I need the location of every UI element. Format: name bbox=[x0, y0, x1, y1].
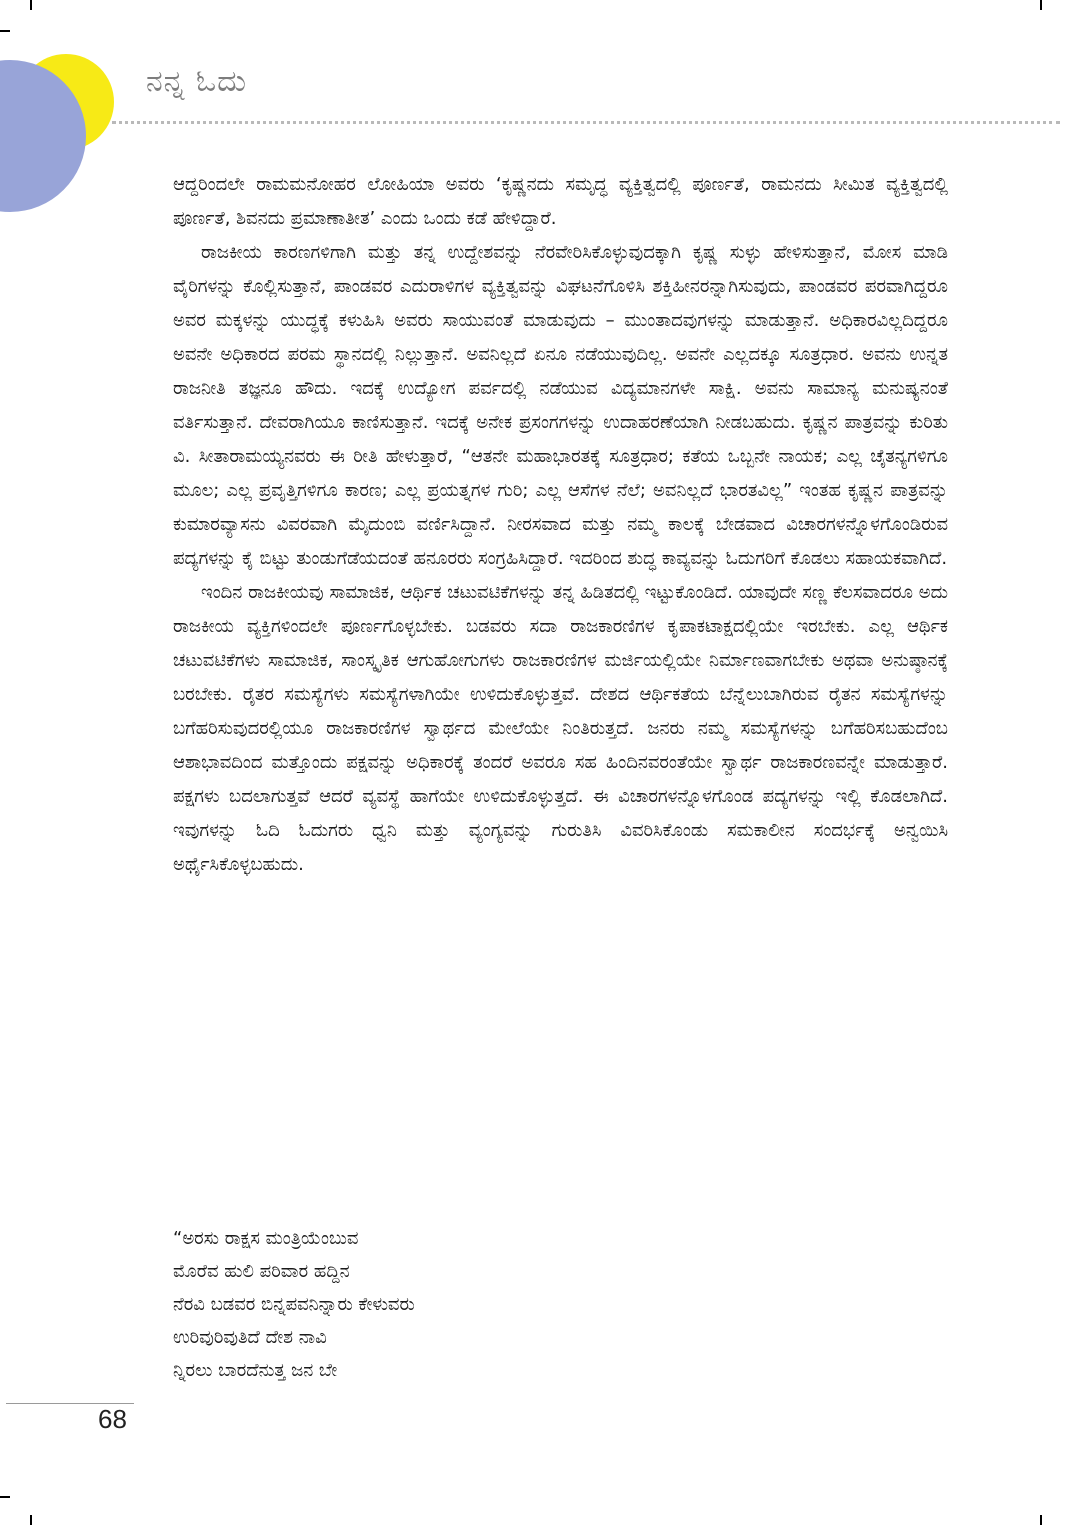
crop-mark-top-right bbox=[1040, 0, 1042, 10]
poem-block bbox=[173, 1222, 948, 1387]
crop-mark-bottom-right bbox=[1040, 1515, 1042, 1525]
paragraph: ಇಂದಿನ ರಾಜಕೀಯವು ಸಾಮಾಜಿಕ, ಆರ್ಥಿಕ ಚಟುವಟಿಕೆಗಳನ್ನು ತನ್ನ ಹಿಡಿತದಲ್ಲಿ ಇಟ್ಟುಕೊಂಡಿದೆ. ಯಾವುದೇ ಸಣ್ಣ ಕೆಲಸವಾದರೂ ಅದು ರಾಜಕೀಯ ವ್ಯಕ್ತಿಗಳಿಂದಲೇ ಪೂರ್ಣಗೊಳ್ಳಬೇಕು. ಬಡವರು ಸದಾ ರಾಜಕಾರಣಿಗಳ ಕೃಪಾಕಟಾಕ್ಷದಲ್ಲಿಯೇ ಇರಬೇಕು. ಎಲ್ಲ ಆರ್ಥಿಕ ಚಟುವಟಿಕೆಗಳು ಸಾಮಾಜಿಕ, ಸಾಂಸ್ಕೃತಿಕ ಆಗುಹೋಗುಗಳು ರಾಜಕಾರಣಿಗಳ ಮರ್ಜಿಯಲ್ಲಿಯೇ ನಿರ್ಮಾಣವಾಗಬೇಕು ಅಥವಾ ಅನುಷ್ಠಾನಕ್ಕೆ ಬರಬೇಕು. ರೈತರ ಸಮಸ್ಯೆಗಳು ಸಮಸ್ಯೆಗಳಾಗಿಯೇ ಉಳಿದುಕೊಳ್ಳುತ್ತವೆ. ದೇಶದ ಆರ್ಥಿಕತೆಯ ಬೆನ್ನೆಲುಬಾಗಿರುವ ರೈತನ ಸಮಸ್ಯೆಗಳನ್ನು ಬಗೆಹರಿಸುವುದರಲ್ಲಿಯೂ ರಾಜಕಾರಣಿಗಳ ಸ್ವಾರ್ಥದ ಮೇಲೆಯೇ ನಿಂತಿರುತ್ತದೆ. ಜನರು ನಮ್ಮ ಸಮಸ್ಯೆಗಳನ್ನು ಬಗೆಹರಿಸಬಹುದೆಂಬ ಆಶಾಭಾವದಿಂದ ಮತ್ತೊಂದು ಪಕ್ಷವನ್ನು ಅಧಿಕಾರಕ್ಕೆ ತಂದರೆ ಅವರೂ ಸಹ ಹಿಂದಿನವರಂತೆಯೇ ಸ್ವಾರ್ಥ ರಾಜಕಾರಣವನ್ನೇ ಮಾಡುತ್ತಾರೆ. ಪಕ್ಷಗಳು ಬದಲಾಗುತ್ತವೆ ಆದರೆ ವ್ಯವಸ್ಥೆ ಹಾಗೆಯೇ ಉಳಿದುಕೊಳ್ಳುತ್ತದೆ. ಈ ವಿಚಾರಗಳನ್ನೊಳಗೊಂಡ ಪದ್ಯಗಳನ್ನು ಇಲ್ಲಿ ಕೊಡಲಾಗಿದೆ. ಇವುಗಳನ್ನು ಓದಿ ಓದುಗರು ಧ್ವನಿ ಮತ್ತು ವ್ಯಂಗ್ಯವನ್ನು ಗುರುತಿಸಿ ವಿವರಿಸಿಕೊಂಡು ಸಮಕಾಲೀನ ಸಂದರ್ಭಕ್ಕೆ ಅನ್ವಯಿಸಿ ಅರ್ಥೈಸಿಕೊಳ್ಳಬಹುದು. bbox=[173, 582, 948, 875]
paragraph: ರಾಜಕೀಯ ಕಾರಣಗಳಿಗಾಗಿ ಮತ್ತು ತನ್ನ ಉದ್ದೇಶವನ್ನು ನೆರವೇರಿಸಿಕೊಳ್ಳುವುದಕ್ಕಾಗಿ ಕೃಷ್ಣ ಸುಳ್ಳು ಹೇಳಿಸುತ್ತಾನೆ, ಮೋಸ ಮಾಡಿ ವೈರಿಗಳನ್ನು ಕೊಲ್ಲಿಸುತ್ತಾನೆ, ಪಾಂಡವರ ಎದುರಾಳಿಗಳ ವ್ಯಕ್ತಿತ್ವವನ್ನು ವಿಘಟನೆಗೊಳಿಸಿ ಶಕ್ತಿಹೀನರನ್ನಾಗಿಸುವುದು, ಪಾಂಡವರ ಪರವಾಗಿದ್ದರೂ ಅವರ ಮಕ್ಕಳನ್ನು ಯುದ್ಧಕ್ಕೆ ಕಳುಹಿಸಿ ಅವರು ಸಾಯುವಂತೆ ಮಾಡುವುದು – ಮುಂತಾದವುಗಳನ್ನು ಮಾಡುತ್ತಾನೆ. ಅಧಿಕಾರವಿಲ್ಲದಿದ್ದರೂ ಅವನೇ ಅಧಿಕಾರದ ಪರಮ ಸ್ಥಾನದಲ್ಲಿ ನಿಲ್ಲುತ್ತಾನೆ. ಅವನಿಲ್ಲದೆ ಏನೂ ನಡೆಯುವುದಿಲ್ಲ. ಅವನೇ ಎಲ್ಲದಕ್ಕೂ ಸೂತ್ರಧಾರ. ಅವನು ಉನ್ನತ ರಾಜನೀತಿ ತಜ್ಞನೂ ಹೌದು. ಇದಕ್ಕೆ ಉದ್ಯೋಗ ಪರ್ವದಲ್ಲಿ ನಡೆಯುವ ವಿದ್ಯಮಾನಗಳೇ ಸಾಕ್ಷಿ. ಅವನು ಸಾಮಾನ್ಯ ಮನುಷ್ಯನಂತೆ ವರ್ತಿಸುತ್ತಾನೆ. ದೇವರಾಗಿಯೂ ಕಾಣಿಸುತ್ತಾನೆ. ಇದಕ್ಕೆ ಅನೇಕ ಪ್ರಸಂಗಗಳನ್ನು ಉದಾಹರಣೆಯಾಗಿ ನೀಡಬಹುದು. ಕೃಷ್ಣನ ಪಾತ್ರವನ್ನು ಕುರಿತು ವಿ. ಸೀತಾರಾಮಯ್ಯನವರು ಈ ರೀತಿ ಹೇಳುತ್ತಾರೆ, “ಆತನೇ ಮಹಾಭಾರತಕ್ಕೆ ಸೂತ್ರಧಾರ; ಕತೆಯ ಒಬ್ಬನೇ ನಾಯಕ; ಎಲ್ಲ ಚೈತನ್ಯಗಳಿಗೂ ಮೂಲ; ಎಲ್ಲ ಪ್ರವೃತ್ತಿಗಳಿಗೂ ಕಾರಣ; ಎಲ್ಲ ಪ್ರಯತ್ನಗಳ ಗುರಿ; ಎಲ್ಲ ಆಸೆಗಳ ನೆಲೆ; ಅವನಿಲ್ಲದೆ ಭಾರತವಿಲ್ಲ” ಇಂತಹ ಕೃಷ್ಣನ ಪಾತ್ರವನ್ನು ಕುಮಾರವ್ಯಾಸನು ವಿವರವಾಗಿ ಮೈದುಂಬಿ ವರ್ಣಿಸಿದ್ದಾನೆ. ನೀರಸವಾದ ಮತ್ತು ನಮ್ಮ ಕಾಲಕ್ಕೆ ಬೇಡವಾದ ವಿಚಾರಗಳನ್ನೊಳಗೊಂಡಿರುವ ಪದ್ಯಗಳನ್ನು ಕೈ ಬಿಟ್ಟು ತುಂಡುಗೆಡೆಯದಂತೆ ಹನೂರರು ಸಂಗ್ರಹಿಸಿದ್ದಾರೆ. ಇದರಿಂದ ಶುದ್ಧ ಕಾವ್ಯವನ್ನು ಓದುಗರಿಗೆ ಕೊಡಲು ಸಹಾಯಕವಾಗಿದೆ. bbox=[173, 242, 948, 569]
crop-mark-top-left bbox=[30, 0, 32, 10]
page-number: 68 bbox=[98, 1404, 127, 1434]
poem-line: ಉರಿವುರಿವುತಿದೆ ದೇಶ ನಾವಿ bbox=[173, 1327, 327, 1348]
page-header-title: ನನ್ನ ಓದು bbox=[146, 64, 248, 99]
crop-mark-left-top bbox=[0, 30, 10, 32]
body-text bbox=[173, 168, 948, 882]
header-dotted-rule bbox=[112, 121, 1060, 124]
poem-line: ನ್ನಿರಲು ಬಾರದೆನುತ್ತ ಜನ ಬೇ bbox=[173, 1360, 338, 1381]
poem-line: ನೆರವಿ ಬಡವರ ಬಿನ್ನಪವನಿನ್ನಾರು ಕೇಳುವರು bbox=[173, 1294, 415, 1315]
paragraph: ಆದ್ದರಿಂದಲೇ ರಾಮಮನೋಹರ ಲೋಹಿಯಾ ಅವರು ‘ಕೃಷ್ಣನದು ಸಮೃದ್ಧ ವ್ಯಕ್ತಿತ್ವದಲ್ಲಿ ಪೂರ್ಣತೆ, ರಾಮನದು ಸೀಮಿತ ವ್ಯಕ್ತಿತ್ವದಲ್ಲಿ ಪೂರ್ಣತೆ, ಶಿವನದು ಪ್ರಮಾಣಾತೀತ’ ಎಂದು ಒಂದು ಕಡೆ ಹೇಳಿದ್ದಾರೆ. bbox=[173, 174, 948, 229]
crop-mark-left-bottom bbox=[0, 1496, 10, 1498]
crop-mark-bottom-left bbox=[30, 1515, 32, 1525]
poem-line: ಮೊರೆವ ಹುಲಿ ಪರಿವಾರ ಹದ್ದಿನ bbox=[173, 1261, 350, 1282]
poem-line: “ಅರಸು ರಾಕ್ಷಸ ಮಂತ್ರಿಯೆಂಬುವ bbox=[173, 1228, 359, 1249]
